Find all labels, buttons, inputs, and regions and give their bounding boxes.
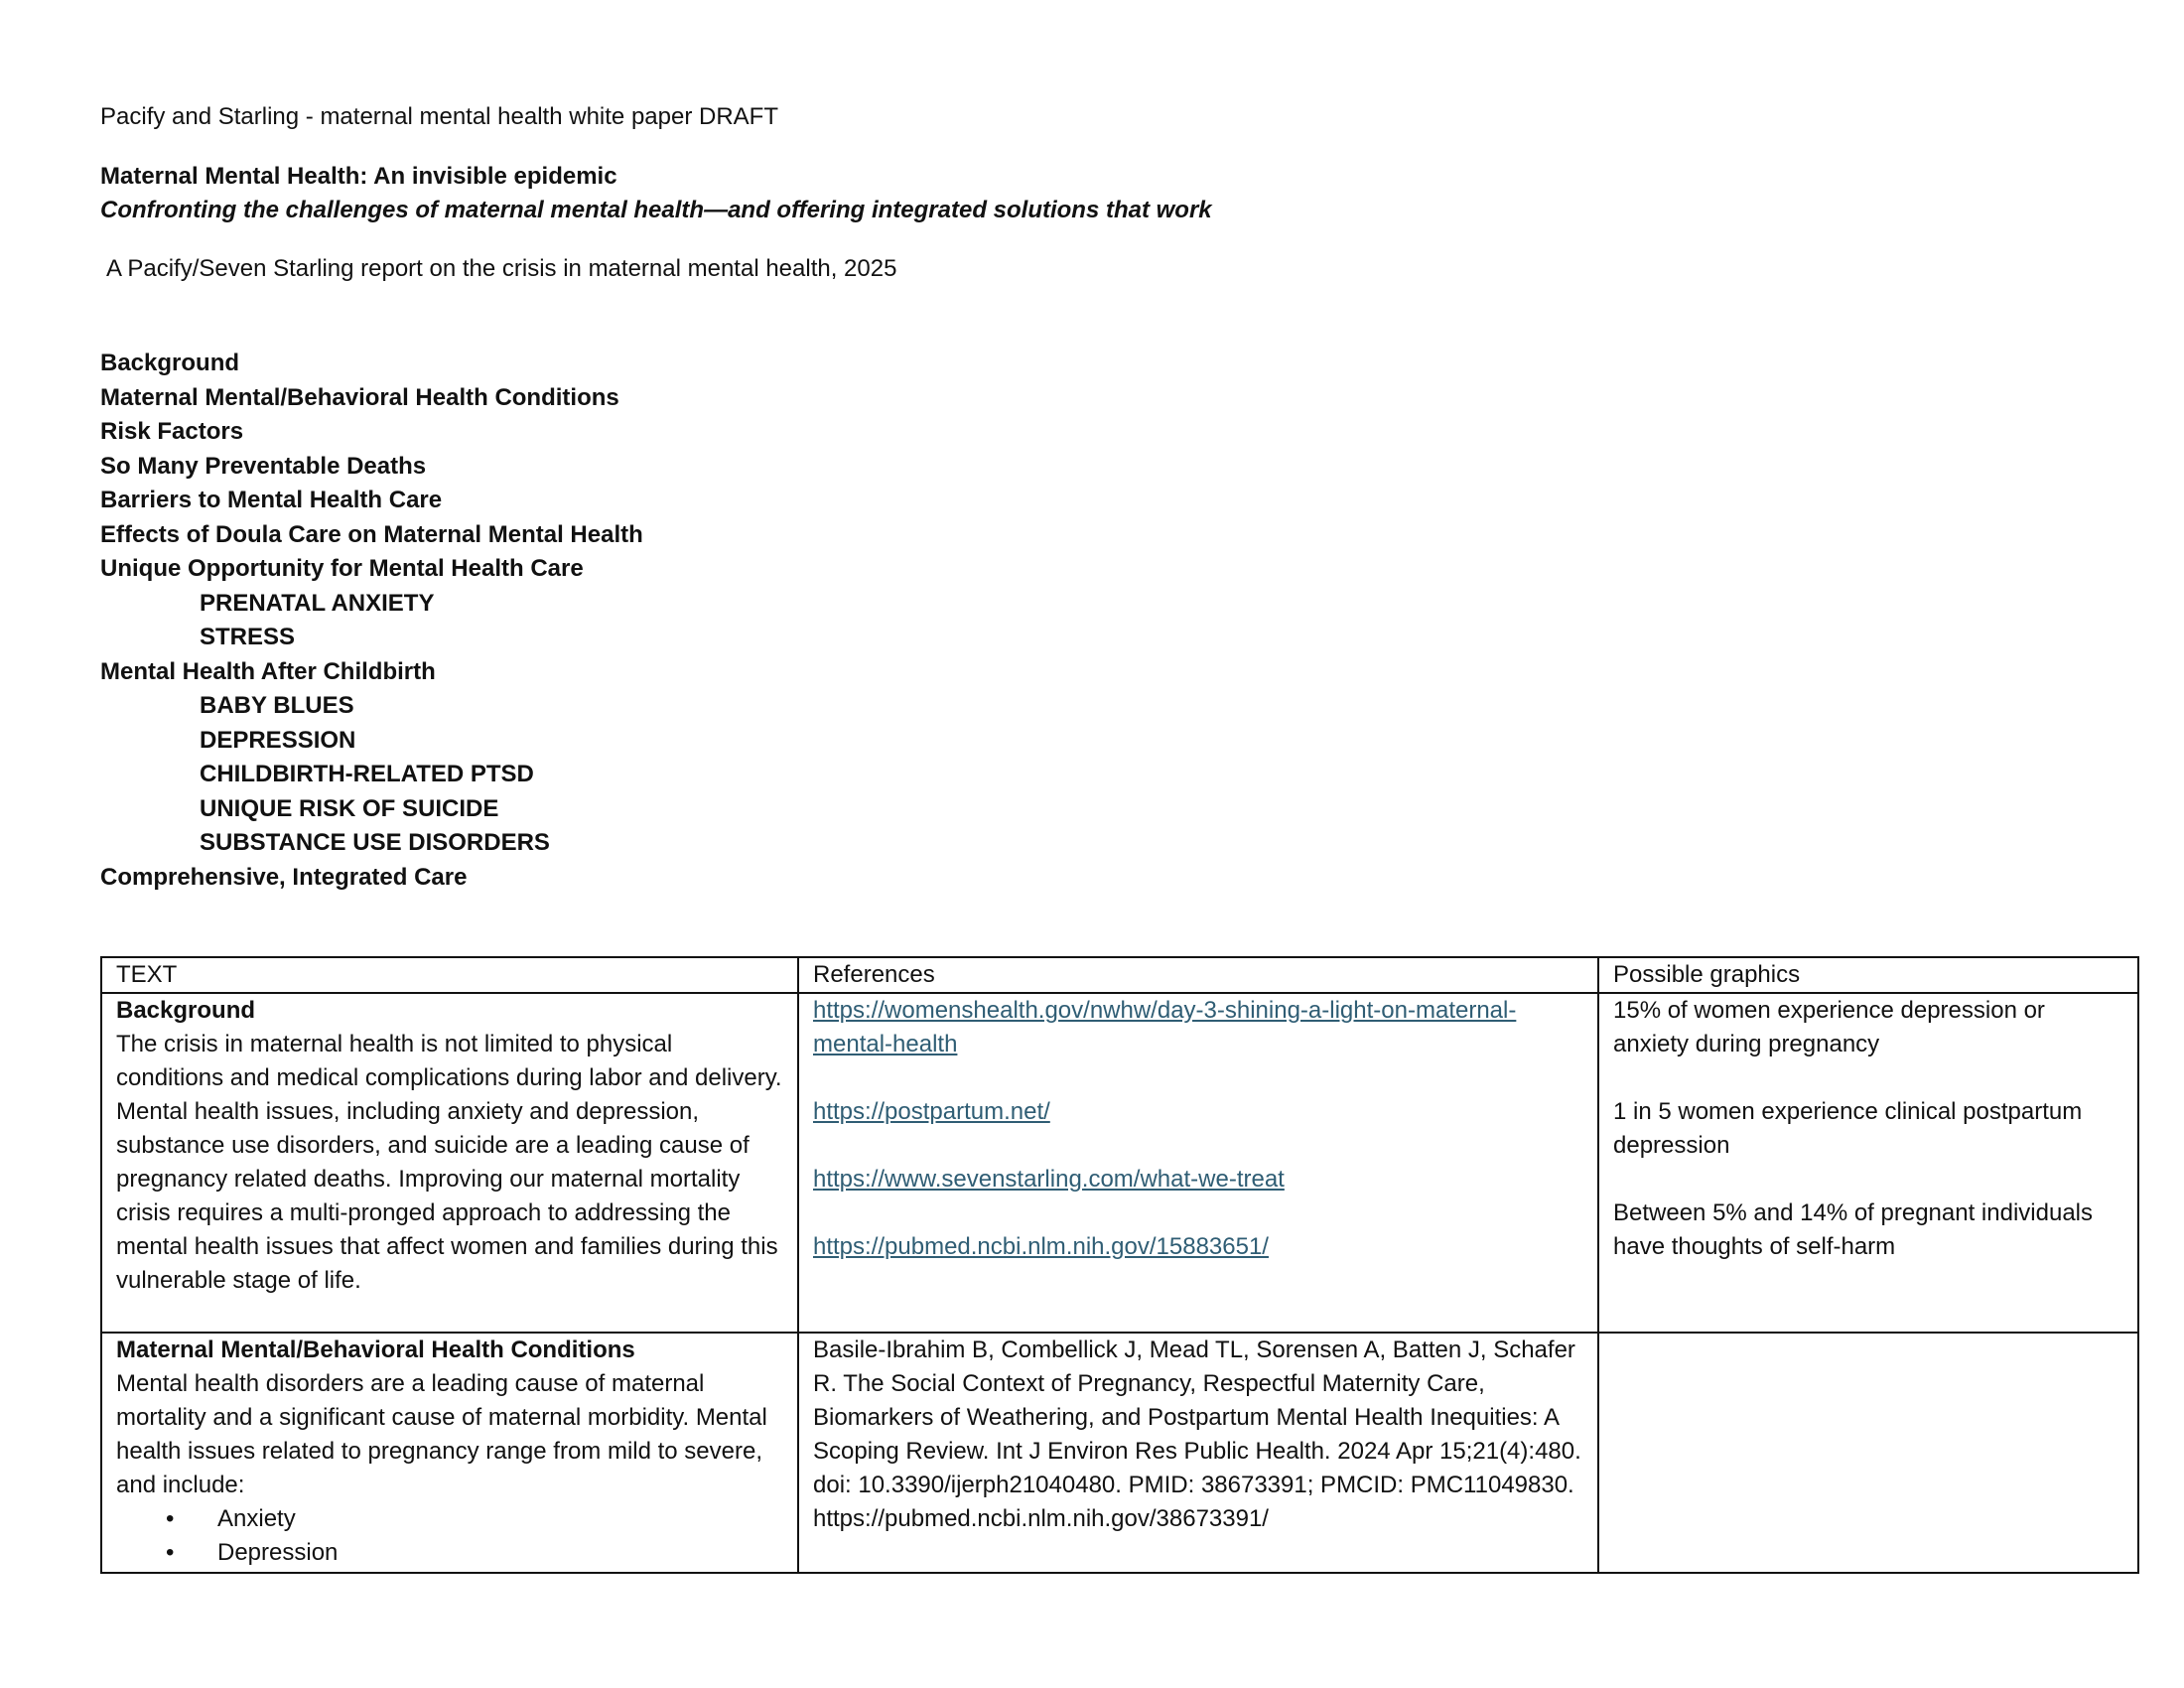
- column-header-graphics: Possible graphics: [1598, 957, 2138, 993]
- toc-item-conditions: Maternal Mental/Behavioral Health Conditions: [100, 383, 619, 411]
- table-header-row: [101, 957, 2138, 993]
- list-item: • Anxiety: [116, 1502, 783, 1536]
- section-heading: Maternal Mental/Behavioral Health Conditions: [116, 1336, 635, 1363]
- toc-subitem-prenatal-anxiety: PRENATAL ANXIETY: [200, 589, 435, 617]
- list-item: • Depression: [116, 1536, 783, 1570]
- toc-item-integrated-care: Comprehensive, Integrated Care: [100, 863, 468, 891]
- toc-subitem-stress: STRESS: [200, 624, 296, 650]
- column-header-text: TEXT: [101, 957, 798, 993]
- reference-link[interactable]: https://womenshealth.gov/nwhw/day-3-shining-a-light-on-maternal-mental-health: [813, 997, 1517, 1057]
- toc-item-doula-care: Effects of Doula Care on Maternal Mental Health: [100, 520, 643, 548]
- document-header: Pacify and Starling - maternal mental health white paper DRAFT: [100, 103, 778, 130]
- table-of-contents: [100, 347, 643, 895]
- reference-citation: Basile-Ibrahim B, Combellick J, Mead TL, Sorensen A, Batten J, Schafer R. The Social Context of Pregnancy, Respectful Maternity Care, Biomarkers of Weathering, and Postpartum Mental Health Inequities: A Scoping Review. Int J Environ Res Public Health. 2024 Apr 15;21(4):480. doi: 10.3390/ijerph21040480. PMID: 38673391; PMCID: PMC11049830. https://pubmed.ncbi.nlm.nih.gov/38673391/: [813, 1336, 1581, 1532]
- section-body: Mental health disorders are a leading cause of maternal mortality and a significant cause of maternal morbidity. Mental health issues related to pregnancy range from mild to severe, and include:: [116, 1370, 767, 1498]
- toc-subitem-suicide: UNIQUE RISK OF SUICIDE: [200, 794, 499, 822]
- graphic-stat: Between 5% and 14% of pregnant individuals have thoughts of self-harm: [1613, 1199, 2093, 1260]
- references-cell: [798, 993, 1598, 1333]
- graphic-stat: 15% of women experience depression or anxiety during pregnancy: [1613, 997, 2045, 1057]
- toc-subitem-depression: DEPRESSION: [200, 726, 356, 754]
- references-cell: [798, 1333, 1598, 1573]
- text-cell: [101, 993, 798, 1333]
- toc-item-after-childbirth: Mental Health After Childbirth: [100, 657, 436, 685]
- document-subtitle: Confronting the challenges of maternal mental health—and offering integrated solutions that work: [100, 197, 1212, 223]
- toc-subitem-ptsd: CHILDBIRTH-RELATED PTSD: [200, 761, 534, 787]
- column-header-references: References: [798, 957, 1598, 993]
- report-description: A Pacify/Seven Starling report on the crisis in maternal mental health, 2025: [106, 255, 897, 282]
- reference-link[interactable]: https://pubmed.ncbi.nlm.nih.gov/15883651/: [813, 1233, 1269, 1260]
- toc-item-unique-opportunity: Unique Opportunity for Mental Health Care: [100, 555, 584, 582]
- graphics-cell: [1598, 1333, 2138, 1573]
- section-body: The crisis in maternal health is not limited to physical conditions and medical complications during labor and delivery. Mental health issues, including anxiety and depression, substance use disorders, and suicide are a leading cause of pregnancy related deaths. Improving our maternal mortality crisis requires a multi-pronged approach to addressing the mental health issues that affect women and families during this vulnerable stage of life.: [116, 1031, 782, 1294]
- toc-item-preventable-deaths: So Many Preventable Deaths: [100, 452, 427, 480]
- bullet-icon: •: [166, 1539, 175, 1566]
- content-table: [100, 956, 2139, 1574]
- graphics-cell: [1598, 993, 2138, 1333]
- bullet-icon: •: [166, 1505, 175, 1532]
- reference-link[interactable]: https://www.sevenstarling.com/what-we-treat: [813, 1166, 1285, 1193]
- text-cell: [101, 1333, 798, 1573]
- table-row: [101, 993, 2138, 1333]
- document-title: Maternal Mental Health: An invisible epidemic: [100, 163, 617, 190]
- toc-item-risk-factors: Risk Factors: [100, 418, 244, 445]
- toc-subitem-baby-blues: BABY BLUES: [200, 692, 354, 719]
- toc-item-background: Background: [100, 350, 240, 376]
- graphic-stat: 1 in 5 women experience clinical postpartum depression: [1613, 1098, 2083, 1159]
- table-row: [101, 1333, 2138, 1573]
- toc-subitem-substance-use: SUBSTANCE USE DISORDERS: [200, 829, 550, 856]
- toc-item-barriers: Barriers to Mental Health Care: [100, 487, 443, 513]
- conditions-list: [116, 1502, 783, 1570]
- reference-link[interactable]: https://postpartum.net/: [813, 1098, 1050, 1125]
- section-heading: Background: [116, 997, 256, 1024]
